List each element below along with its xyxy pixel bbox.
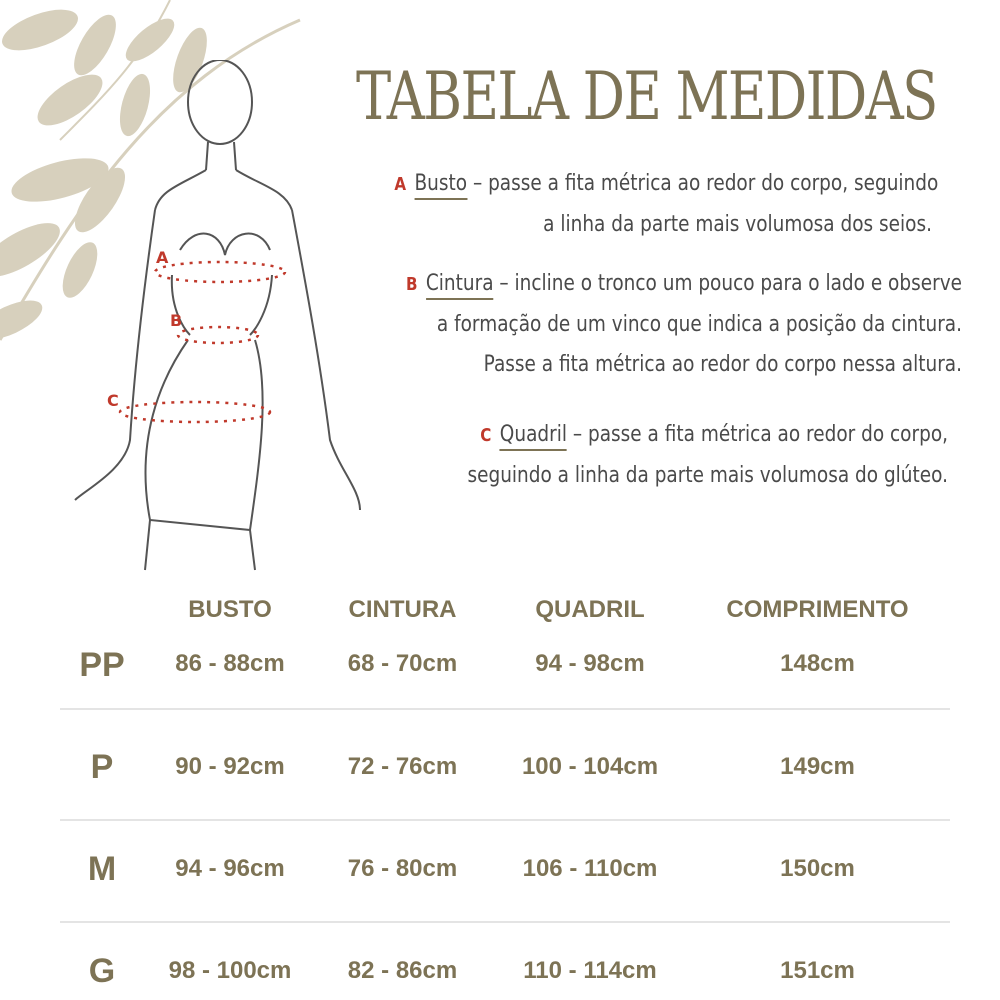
table-cell: 68 - 70cm [347, 650, 458, 677]
cintura-instructions [282, 264, 962, 385]
measure-letter: A [394, 174, 407, 195]
table-cell: 90 - 92cm [175, 753, 285, 780]
header-busto: BUSTO [188, 596, 272, 623]
quadril-instructions [328, 415, 948, 496]
size-label: PP [79, 646, 125, 684]
measure-keyword: Quadril [500, 422, 567, 451]
table-cell: 150cm [780, 855, 855, 882]
measure-keyword: Cintura [426, 271, 494, 300]
measure-text: a linha da parte mais volumosa dos seios. [543, 212, 932, 237]
measure-text: seguindo a linha da parte mais volumosa do glúteo. [467, 463, 948, 488]
measure-letter: C [480, 425, 492, 446]
size-label: P [90, 748, 114, 786]
table-cell: 76 - 80cm [347, 855, 458, 882]
table-cell: 149cm [780, 753, 855, 780]
table-cell: 100 - 104cm [521, 753, 659, 780]
table-cell: 86 - 88cm [175, 650, 285, 677]
page-title: TABELA DE MEDIDAS [356, 58, 937, 135]
table-cell: 94 - 98cm [535, 650, 645, 677]
table-cell: 98 - 100cm [168, 957, 292, 984]
figure-label-a: A [156, 248, 169, 267]
table-cell: 106 - 110cm [522, 855, 658, 882]
table-cell: 82 - 86cm [347, 957, 458, 984]
row-divider [60, 921, 950, 923]
row-divider [60, 819, 950, 821]
measure-keyword: Busto [415, 171, 468, 200]
size-label: M [87, 850, 117, 888]
measure-text: – passe a fita métrica ao redor do corpo, [572, 422, 948, 447]
header-comprimento: COMPRIMENTO [726, 596, 909, 623]
busto-instructions [292, 164, 939, 245]
table-cell: 110 - 114cm [523, 957, 657, 984]
measure-text: – incline o tronco um pouco para o lado e observe [499, 271, 962, 296]
table-cell: 148cm [780, 650, 855, 677]
figure-label-b: B [170, 311, 183, 330]
measure-letter: B [405, 274, 418, 295]
table-cell: 72 - 76cm [347, 753, 458, 780]
measure-text: – passe a fita métrica ao redor do corpo, seguindo [472, 171, 939, 196]
header-cintura: CINTURA [348, 596, 457, 623]
size-label: G [88, 952, 116, 990]
table-cell: 151cm [780, 957, 855, 984]
row-divider [60, 708, 950, 710]
table-cell: 94 - 96cm [175, 855, 285, 882]
measure-text: a formação de um vinco que indica a posição da cintura. [436, 312, 962, 337]
figure-label-c: C [107, 391, 119, 410]
measure-text: Passe a fita métrica ao redor do corpo nessa altura. [483, 352, 962, 377]
header-quadril: QUADRIL [535, 596, 645, 623]
